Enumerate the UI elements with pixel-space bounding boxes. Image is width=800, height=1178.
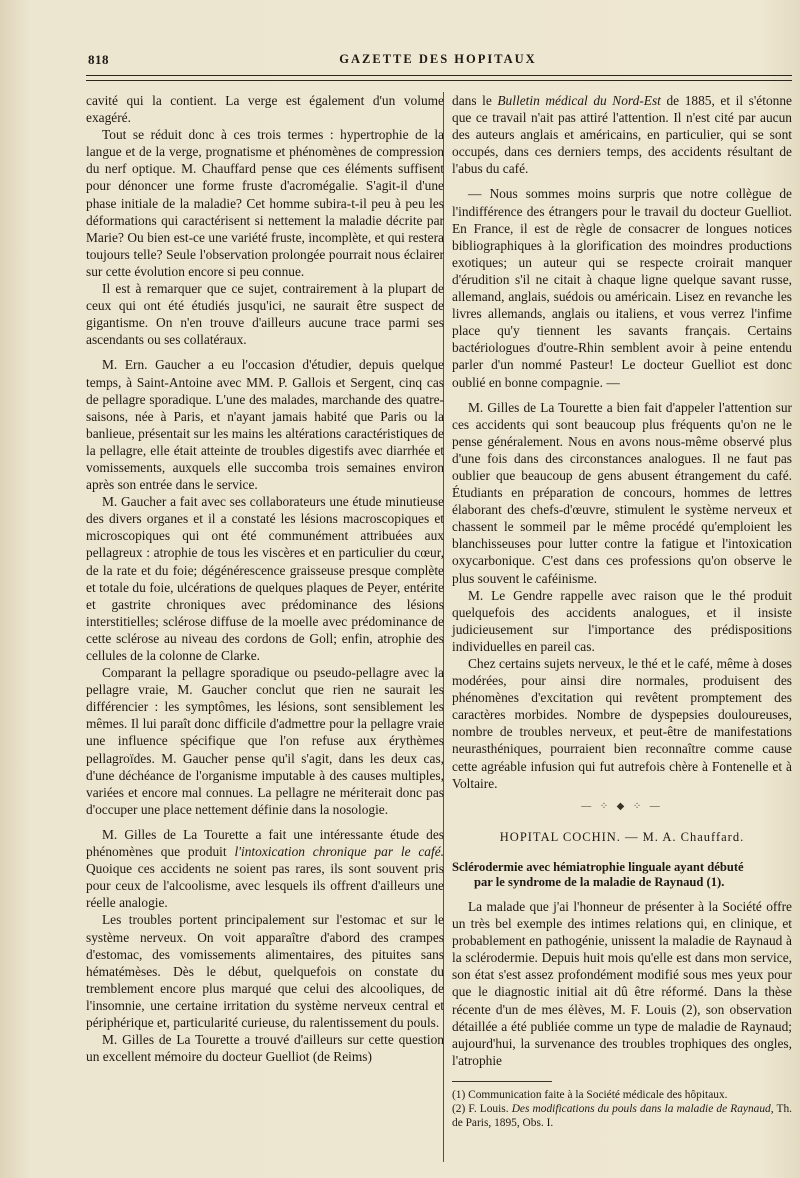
header-rule-thin (86, 80, 792, 81)
text-run: Th. de Paris, 1895, Obs. I. (452, 1102, 793, 1129)
paragraph: M. Le Gendre rappelle avec raison que le thé produit quelquefois des accidents analogues, et il insiste judicieusement sur l'importance des prédispositions individuelles en pareil cas. (452, 587, 792, 654)
paragraph: Tout se réduit donc à ces trois termes : hypertrophie de la langue et de la verge, prognatisme et phénomènes de compression du nerf optique. M. Chauffard pense que ces éléments suffisent pour dénoncer une forme fruste d'acromégalie. S'agit-il d'une phase initiale de la maladie? Cet homme subira-t-il peu à peu les déformations qui caractérisent si nettement la maladie décrite par Marie? Ou bien est-ce une variété fruste, incomplète, et qui restera toujours telle? Seule l'observation prolongée pourrait nous éclairer sur cette évolution encore si peu connue. (86, 127, 444, 279)
paragraph: M. Gilles de La Tourette a bien fait d'appeler l'attention sur ces accidents qui sont beaucoup plus fréquents qu'on ne le pense généralement. Nous en avons nous-même observé plus d'une fois dans des circonstances analogues. Il ne faut pas oublier que beaucoup de gens abusent étrangement du café. Étudiants en préparation de concours, hommes de lettres élaborant des chefs-d'œuvre, stimulent le système nerveux et chassent le sommeil par le même procédé qu'emploient les blanchisseuses pour lutter contre la fatigue et l'intoxication oxycarbonique. C'est dans ces professions qu'on observe le plus souvent le caféinisme. (452, 399, 792, 586)
hospital-heading: HOPITAL COCHIN. — M. A. Chauffard. (499, 829, 745, 844)
section-ornament: — ⁘ ◆ ⁘ — (581, 800, 663, 812)
italic-run: l'intoxication chronique par le café. (234, 844, 445, 860)
text-run: M. Gilles de La Tourette a fait une intéressante étude des phénomènes que produit (86, 826, 444, 860)
italic-run: Des modifications du pouls dans la maladie de Raynaud, (511, 1102, 774, 1115)
paragraph: M. Gaucher a fait avec ses collaborateurs une étude minutieuse des divers organes et il a constaté les lésions macroscopiques et microscopiques qui ont été communément attribuées aux pellagreux : atrophie de tous les viscères et en particulier du cœur, de la rate et du foie; dégénérescence graisseuse presque complète et totale du foie, ulcérations de quelques plaques de Peyer, entérite et gastrite chroniques avec prédominance des lésions interstitielles; sclérose diffuse de la moelle avec prédominance de cette sclérose au niveau des cordons de Goll; enfin, atrophie des cellules de la colonne de Clarke. (86, 494, 444, 663)
page-header (88, 52, 788, 72)
lecture-title-line-2: par le syndrome de la maladie de Raynaud (1). (474, 874, 725, 889)
paragraph (452, 92, 792, 177)
paragraph: cavité qui la contient. La verge est également d'un volume exagéré. (86, 93, 444, 126)
paragraph: M. Gilles de La Tourette a trouvé d'ailleurs sur cette question un excellent mémoire du docteur Guelliot (de Reims) (86, 1032, 444, 1065)
left-column (86, 92, 444, 1065)
paragraph: Les troubles portent principalement sur l'estomac et sur le système nerveux. On voit apparaître d'abord des crampes d'estomac, des vomissements alimentaires, des pituites sans hématémèses. Dès le début, quelquefois on constate du tremblement encore plus marqué que celui des alcooliques, de l'insomnie, une certaine irritation du système nerveux central et périphérique et, particularité curieuse, du ralentissement du pouls. (86, 912, 444, 1030)
header-rule-thick (86, 75, 792, 76)
page-number: 818 (88, 52, 109, 67)
footnote-rule (452, 1081, 552, 1082)
paragraph: — Nous sommes moins surpris que notre collègue de l'indifférence des étrangers pour le travail du docteur Guelliot. En France, il est de règle de consacrer de longues notices bibliographiques à la glorification des moindres productions exotiques; un auteur qui se respecte croirait manquer d'érudition s'il ne citait à chaque ligne quelque savant russe, allemand, anglais, suédois ou américain. Lisez en revanche les livres allemands, anglais ou italiens, et vous verrez l'infime place qu'y tiennent les savants français. Certains bactériologues d'outre-Rhin semblent avoir à peine entendu parler d'un nommé Pasteur! Le docteur Guelliot est donc oublié en bonne compagnie. — (452, 186, 792, 390)
footnote-2 (452, 1102, 792, 1130)
paragraph: M. Ern. Gaucher a eu l'occasion d'étudier, depuis quelque temps, à Saint-Antoine avec MM. P. Gallois et Sergent, cinq cas de pellagre sporadique. L'une des malades, marchande des quatre-saisons, née à Paris, et n'ayant jamais habité que Paris ou la banlieue, présentait sur les mains les altérations caractéristiques de la pellagre, elle était atteinte de troubles digestifs avec diarrhée et vomissements, auxquels elle succomba trois semaines environ après son entrée dans le service. (86, 357, 444, 493)
text-run: dans le (452, 93, 498, 108)
paragraph (86, 826, 444, 911)
right-column (452, 92, 792, 1130)
paragraph: La malade que j'ai l'honneur de présenter à la Société offre un très bel exemple des intimes relations qui, en clinique, et probablement en pathogénie, unissent la maladie de Raynaud à la sclérodermie. Depuis huit mois qu'elle est dans mon service, son état s'est assez profondément modifié sous mes yeux pour que le diagnostic initial ait dû être réformé. Dans la thèse récente d'un de mes élèves, M. F. Louis (2), son observation détaillée a été publiée comme un type de maladie de Raynaud; aujourd'hui, la survenance des troubles trophiques des ongles, l'atrophie (452, 898, 792, 1068)
text-run: Quoique ces accidents ne soient pas rares, ils sont souvent pris pour ceux de l'alcoolisme, avec lesquels ils offrent d'ailleurs une réelle analogie. (86, 861, 444, 911)
paragraph: Comparant la pellagre sporadique ou pseudo-pellagre avec la pellagre vraie, M. Gaucher conclut que rien ne saurait les différencier : les symptômes, les lésions, sont sensiblement les mêmes. Il lui paraît donc difficile d'admettre pour la pellagre vraie une influence spécifique que l'on refuse aux érythèmes pellagroïdes. M. Gaucher pense qu'il s'agit, dans les deux cas, d'une déchéance de l'organisme imputable à des causes multiples, variées et encore mal connues. La pellagre ne mériterait donc pas d'occuper une place nettement définie dans la nosologie. (86, 665, 444, 817)
footnote-1: (1) Communication faite à la Société médicale des hôpitaux. (452, 1088, 728, 1101)
lecture-title (452, 860, 792, 890)
footnotes (452, 1088, 792, 1130)
italic-run: Bulletin médical du Nord-Est (497, 93, 661, 108)
text-run: (2) F. Louis. (452, 1102, 512, 1115)
journal-title: GAZETTE DES HOPITAUX (339, 52, 537, 66)
lecture-title-line-1: Sclérodermie avec hémiatrophie linguale ayant débuté (452, 859, 744, 874)
text-run: de 1885, et il s'étonne que ce travail n'ait pas attiré l'attention. Il n'est cité par aucun des auteurs anglais et américains, en particulier, qui se sont occupés, dans ces derniers temps, des accidents résultant de l'abus du café. (452, 93, 792, 177)
paragraph: Chez certains sujets nerveux, le thé et le café, même à doses modérées, pour ainsi dire normales, produisent des phénomènes d'excitation qui revêtent promptement des caractères morbides. Nombre de dyspepsies douloureuses, nombre de troubles nerveux, et peut-être de manifestations neurasthéniques, pourraient bien reconnaître comme cause cette agréable infusion qui fut autrefois chère à Fontenelle et à Voltaire. (452, 656, 792, 791)
paragraph: Il est à remarquer que ce sujet, contrairement à la plupart de ceux qui ont été étudiés jusqu'ici, ne saurait être suspect de gigantisme. On n'en trouve d'ailleurs aucune trace parmi ses ascendants ou ses collatéraux. (86, 281, 444, 348)
